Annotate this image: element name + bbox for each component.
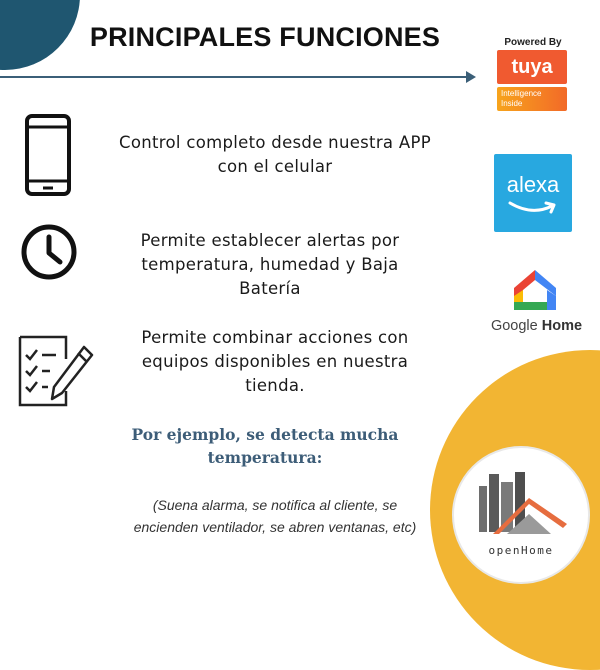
example-detail — [110, 494, 440, 538]
example-line: Por ejemplo, se detecta mucha — [131, 425, 399, 444]
feature-line: tienda. — [245, 376, 305, 395]
title-arrow-line — [0, 76, 470, 78]
arrow-head-icon — [466, 71, 476, 83]
google-home-label — [484, 318, 589, 334]
checklist-icon — [14, 333, 96, 413]
tuya-powered-by: Powered By — [504, 37, 562, 48]
example-detail-line: encienden ventilador, se abren ventanas, etc) — [133, 519, 417, 535]
example-line: temperatura: — [207, 448, 323, 467]
feature-line: Control completo desde nuestra APP — [119, 133, 431, 152]
google-home-icon — [510, 266, 560, 314]
feature-combine-actions — [120, 326, 430, 398]
tuya-sub-line: Inside — [501, 99, 523, 108]
feature-alerts — [120, 229, 420, 301]
alexa-logo — [494, 154, 572, 232]
example-heading — [130, 423, 400, 469]
feature-line: Batería — [239, 279, 301, 298]
feature-line: Permite combinar acciones con — [141, 328, 409, 347]
feature-line: Permite establecer alertas por — [140, 231, 400, 250]
openhome-name: openHome — [488, 544, 554, 557]
openhome-logo — [452, 446, 590, 584]
tuya-sub-line: Intelligence — [501, 89, 542, 98]
openhome-buildings-icon — [473, 464, 569, 540]
google-home-name-b: Home — [541, 318, 583, 334]
feature-line: temperatura, humedad y Baja — [141, 255, 399, 274]
alexa-smile-icon — [506, 200, 560, 216]
clock-icon — [20, 223, 78, 281]
google-home-name-a: Google — [490, 318, 538, 334]
page-title: PRINCIPALES FUNCIONES — [89, 22, 441, 52]
feature-line: equipos disponibles en nuestra — [141, 352, 409, 371]
tuya-name: tuya — [497, 50, 567, 84]
feature-app-control — [100, 131, 450, 179]
feature-line: con el celular — [217, 157, 333, 176]
example-detail-line: (Suena alarma, se notifica al cliente, se — [152, 497, 398, 513]
alexa-name: alexa — [506, 172, 560, 197]
tuya-subtitle — [497, 87, 567, 111]
smartphone-icon — [24, 113, 72, 197]
tuya-logo — [497, 37, 569, 119]
